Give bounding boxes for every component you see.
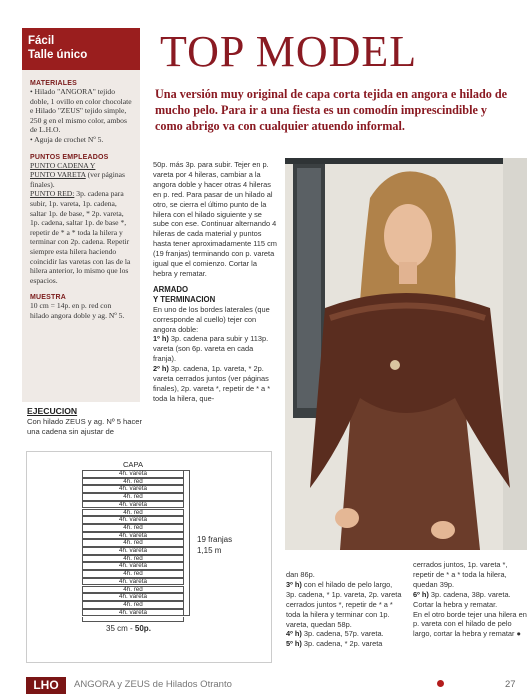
- diagram-row: 4h. vareta: [82, 501, 184, 509]
- diagram-row: 4h. vareta: [82, 578, 184, 586]
- diagram-row: 4h. red: [82, 493, 184, 501]
- col4-paragraph-1: En el otro borde tejer una hilera en p. vareta con el hilado de pelo largo, cortar la hebra y rematar ●: [413, 609, 527, 639]
- side-label-franjas: 19 franjas: [197, 535, 233, 544]
- points-red-text: 3p. cadena para subir, 1p. vareta, 1p. cadena, saltar 1p. de base, * 2p. vareta, 1p. cadena, saltar 1p. de base *, repetir de * a * toda la hilera y terminar con 2p. cadena. Repetir siempre esta hilera haciendo coincidir las varetas con las de la hilera anterior, lo mismo que los espacios.: [30, 189, 131, 285]
- difficulty-label: Fácil: [28, 35, 55, 47]
- instructions-column-4: [413, 560, 527, 639]
- points-vareta: PUNTO VARETA: [30, 170, 86, 180]
- diagram-row: 4h. red: [82, 478, 184, 486]
- materials-title: MATERIALES: [30, 80, 77, 87]
- row-3-instruction: 3º h) con el hilado de pelo largo, 3p. cadena, * 1p. vareta, 2p. vareta cerrados juntos *, repetir de * a * toda la hilera y terminar con 1p. vareta, quedan 58p.: [286, 579, 402, 629]
- sample-title: MUESTRA: [30, 294, 67, 302]
- terminacion-title: Y TERMINACION: [153, 294, 216, 304]
- instructions-column-2: [153, 160, 277, 404]
- footer-credit: ANGORA y ZEUS de Hilados Otranto: [74, 679, 232, 690]
- diagram-bottom-label: 35 cm - 50p.: [106, 624, 151, 633]
- execution-title: EJECUCION: [27, 406, 78, 416]
- size-label: Talle único: [28, 49, 88, 61]
- difficulty-box: [22, 28, 140, 70]
- diagram-row: 4h. red: [82, 570, 184, 578]
- diagram-width-bracket: [82, 617, 184, 622]
- page-title: TOP MODEL: [160, 27, 418, 76]
- diagram-row: 4h. vareta: [82, 609, 184, 617]
- points-title: PUNTOS EMPLEADOS: [30, 153, 109, 161]
- diagram-row: 4h. red: [82, 524, 184, 532]
- diagram-row: 4h. red: [82, 555, 184, 563]
- diagram-row: 4h. vareta: [82, 485, 184, 493]
- col2-paragraph-1: 50p. más 3p. para subir. Tejer en p. vareta por 4 hileras, cambiar a la angora doble y hacer otras 4 hileras en p. red. Para pasar de un hilado al otro, se cierra el último punto de la hilera con el hilado siguiente y se sube con ese. Continuar alternando 4 hileras de cada material y puntos hasta tener aproximadamente 115 cm (19 franjas) terminando con p. vareta igual que el comienzo. Cortar la hebra y rematar.: [153, 160, 277, 278]
- model-photo: [285, 158, 527, 550]
- row-6-instruction: 6º h) 3p. cadena, 38p. vareta. Cortar la hebra y rematar.: [413, 589, 511, 609]
- diagram-row: 4h. red: [82, 586, 184, 594]
- row-2-instruction: 2º h) 3p. cadena, 1p. vareta, * 2p. vareta cerrados juntos (ver páginas finales), 2p. vareta *, repetir de * a * toda la hilera, que-: [153, 364, 271, 403]
- diagram-bracket: [184, 470, 190, 616]
- execution-block: [27, 407, 143, 437]
- points-red-label: PUNTO RED:: [30, 189, 75, 199]
- diagram-side-label: [197, 534, 232, 556]
- row-1-instruction: 1º h) 3p. cadena para subir y 113p. vareta (son 6p. vareta en cada franja).: [153, 334, 269, 364]
- col4-paragraph-0: cerrados juntos, 1p. vareta *, repetir de * a * toda la hilera, quedan 39p.: [413, 560, 508, 589]
- diagram-row: 4h. red: [82, 539, 184, 547]
- materials-text-1: • Hilado "ANGORA" tejido doble, 1 ovillo en color chocolate e Hilado "ZEUS" tejido simple, 250 g en el mismo color, ambos de L.H.O.: [30, 87, 132, 135]
- points-ref: (ver páginas finales).: [30, 170, 125, 189]
- side-label-length: 1,15 m: [197, 546, 222, 555]
- armado-title: ARMADO: [153, 284, 189, 294]
- page-subtitle: Una versión muy original de capa corta tejida en angora e hilado de mucho pelo. Para ir a una fiesta es un comodín imprescindible y como abrigo va con cualquier atuendo informal.: [155, 87, 508, 133]
- lho-logo: LHO: [26, 677, 66, 694]
- end-dot-icon: [437, 680, 444, 687]
- diagram-row: 4h. vareta: [82, 547, 184, 555]
- diagram-row: 4h. vareta: [82, 532, 184, 540]
- points-cadena: PUNTO CADENA Y: [30, 160, 96, 170]
- col2-paragraph-2: En uno de los bordes laterales (que corresponde al cuello) tejer con angora doble:: [153, 304, 270, 334]
- diagram-row: 4h. vareta: [82, 562, 184, 570]
- diagram-row: 4h. red: [82, 601, 184, 609]
- sample-text: 10 cm = 14p. en p. red con hilado angora doble y ag. Nº 5.: [30, 301, 125, 320]
- diagram-row: 4h. vareta: [82, 593, 184, 601]
- materials-text-2: • Aguja de crochet Nº 5.: [30, 134, 104, 144]
- points-text: [30, 161, 132, 286]
- execution-text: Con hilado ZEUS y ag. Nº 5 hacer una cadena sin ajustar de: [27, 416, 143, 436]
- diagram-row: 4h. red: [82, 509, 184, 517]
- materials-sidebar: [22, 70, 140, 402]
- page-number: 27: [505, 679, 516, 690]
- instructions-column-3: [286, 570, 402, 649]
- row-4-instruction: 4º h) 3p. cadena, 57p. vareta.: [286, 629, 384, 639]
- row-5-instruction: 5º h) 3p. cadena, * 2p. vareta: [286, 639, 383, 649]
- diagram-row: 4h. vareta: [82, 470, 184, 478]
- diagram-title: CAPA: [122, 460, 144, 469]
- diagram-row: 4h. vareta: [82, 516, 184, 524]
- col3-paragraph-0: dan 86p.: [286, 570, 315, 579]
